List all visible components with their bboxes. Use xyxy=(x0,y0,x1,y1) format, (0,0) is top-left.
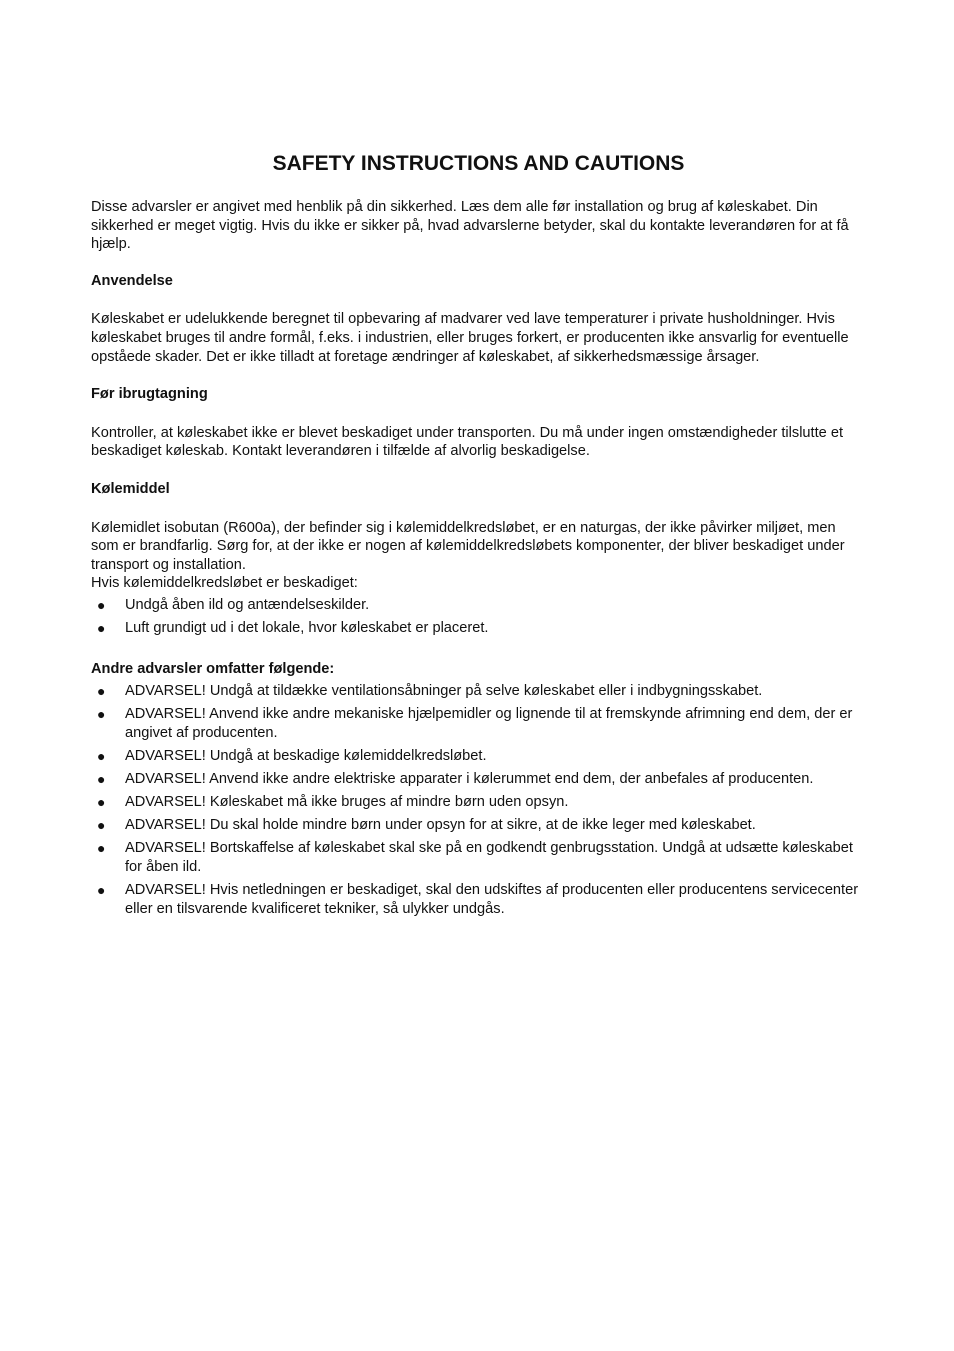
refrigerant-list xyxy=(91,596,866,638)
list-item xyxy=(91,747,866,766)
section-before-use xyxy=(91,385,866,461)
list-item-text: ADVARSEL! Anvend ikke andre elektriske apparater i kølerummet end dem, der anbefales af producenten. xyxy=(125,771,814,788)
list-item-text: ADVARSEL! Hvis netledningen er beskadiget, skal den udskiftes af producenten eller producentens servicecenter eller en tilsvarende kvalificeret tekniker, så ulykker undgås. xyxy=(125,882,859,917)
section-other-warnings xyxy=(91,660,866,919)
section-heading-before-use: Før ibrugtagning xyxy=(91,386,208,403)
bullet-icon: ● xyxy=(97,747,106,764)
bullet-icon: ● xyxy=(97,882,106,899)
bullet-icon: ● xyxy=(97,596,106,613)
section-heading-usage: Anvendelse xyxy=(91,272,173,289)
bullet-icon: ● xyxy=(97,771,106,788)
list-item xyxy=(91,596,866,615)
bullet-icon: ● xyxy=(97,817,106,834)
list-item-text: ADVARSEL! Undgå at beskadige kølemiddelkredsløbet. xyxy=(125,747,487,764)
list-item xyxy=(91,682,866,701)
list-item xyxy=(91,619,866,638)
section-text-before-use: Kontroller, at køleskabet ikke er blevet beskadiget under transporten. Du må under ingen omstændigheder tilslutte et beskadiget køleskab. Kontakt leverandøren i tilfælde af alvorlig beskadigelse. xyxy=(91,424,843,460)
list-item xyxy=(91,705,866,742)
list-item xyxy=(91,881,866,918)
list-item-text: ADVARSEL! Du skal holde mindre børn under opsyn for at sikre, at de ikke leger med køleskabet. xyxy=(125,817,756,834)
bullet-icon: ● xyxy=(97,706,106,723)
section-heading-refrigerant: Kølemiddel xyxy=(91,480,170,497)
warnings-list xyxy=(91,682,866,918)
bullet-icon: ● xyxy=(97,620,106,636)
section-heading-other: Andre advarsler omfatter følgende: xyxy=(91,660,335,677)
list-item xyxy=(91,816,866,835)
list-item-text: ADVARSEL! Anvend ikke andre mekaniske hjælpemidler og lignende til at fremskynde afrimning end dem, der er angivet af producenten. xyxy=(125,706,853,741)
list-item-text: Luft grundigt ud i det lokale, hvor køleskabet er placeret. xyxy=(125,620,489,636)
section-text-usage: Køleskabet er udelukkende beregnet til opbevaring af madvarer ved lave temperaturer i private husholdninger. Hvis køleskabet bruges til andre formål, f.eks. i industrien, eller bruges forkert, er producenten ikke ansvarlig for eventuelle opståede skader. Det er ikke tilladt at foretage ændringer af køleskabet, af sikkerhedsmæssige årsager. xyxy=(91,311,849,365)
list-item-text: ADVARSEL! Bortskaffelse af køleskabet skal ske på en godkendt genbrugsstation. Undgå at udsætte køleskabet for åben ild. xyxy=(125,840,853,875)
bullet-icon: ● xyxy=(97,683,106,700)
intro-paragraph: Disse advarsler er angivet med henblik på din sikkerhed. Læs dem alle før installation og brug af køleskabet. Din sikkerhed er meget vigtig. Hvis du ikke er sikker på, hvad advarslerne betyder, skal du kontakte leverandøren for at få hjælp. xyxy=(91,199,849,253)
section-refrigerant xyxy=(91,480,866,638)
section-text-refrigerant: Kølemidlet isobutan (R600a), der befinder sig i kølemiddelkredsløbet, er en naturgas, der ikke påvirker miljøet, men som er brandfarlig. Sørg for, at der ikke er nogen af kølemiddelkredsløbets komponenter, der bliver beskadiget under transport og installation. xyxy=(91,519,845,573)
page-title: SAFETY INSTRUCTIONS AND CAUTIONS xyxy=(272,152,685,175)
list-item-text: ADVARSEL! Undgå at tildække ventilationsåbninger på selve køleskabet eller i indbygningsskabet. xyxy=(125,683,763,700)
refrigerant-damage-lead: Hvis kølemiddelkredsløbet er beskadiget: xyxy=(91,575,358,592)
list-item xyxy=(91,839,866,876)
document-page xyxy=(91,152,866,923)
bullet-icon: ● xyxy=(97,794,106,811)
list-item-text: Undgå åben ild og antændelseskilder. xyxy=(125,596,370,613)
section-usage xyxy=(91,272,866,366)
list-item-text: ADVARSEL! Køleskabet må ikke bruges af mindre børn uden opsyn. xyxy=(125,794,569,811)
bullet-icon: ● xyxy=(97,840,106,857)
list-item xyxy=(91,770,866,789)
list-item xyxy=(91,793,866,812)
